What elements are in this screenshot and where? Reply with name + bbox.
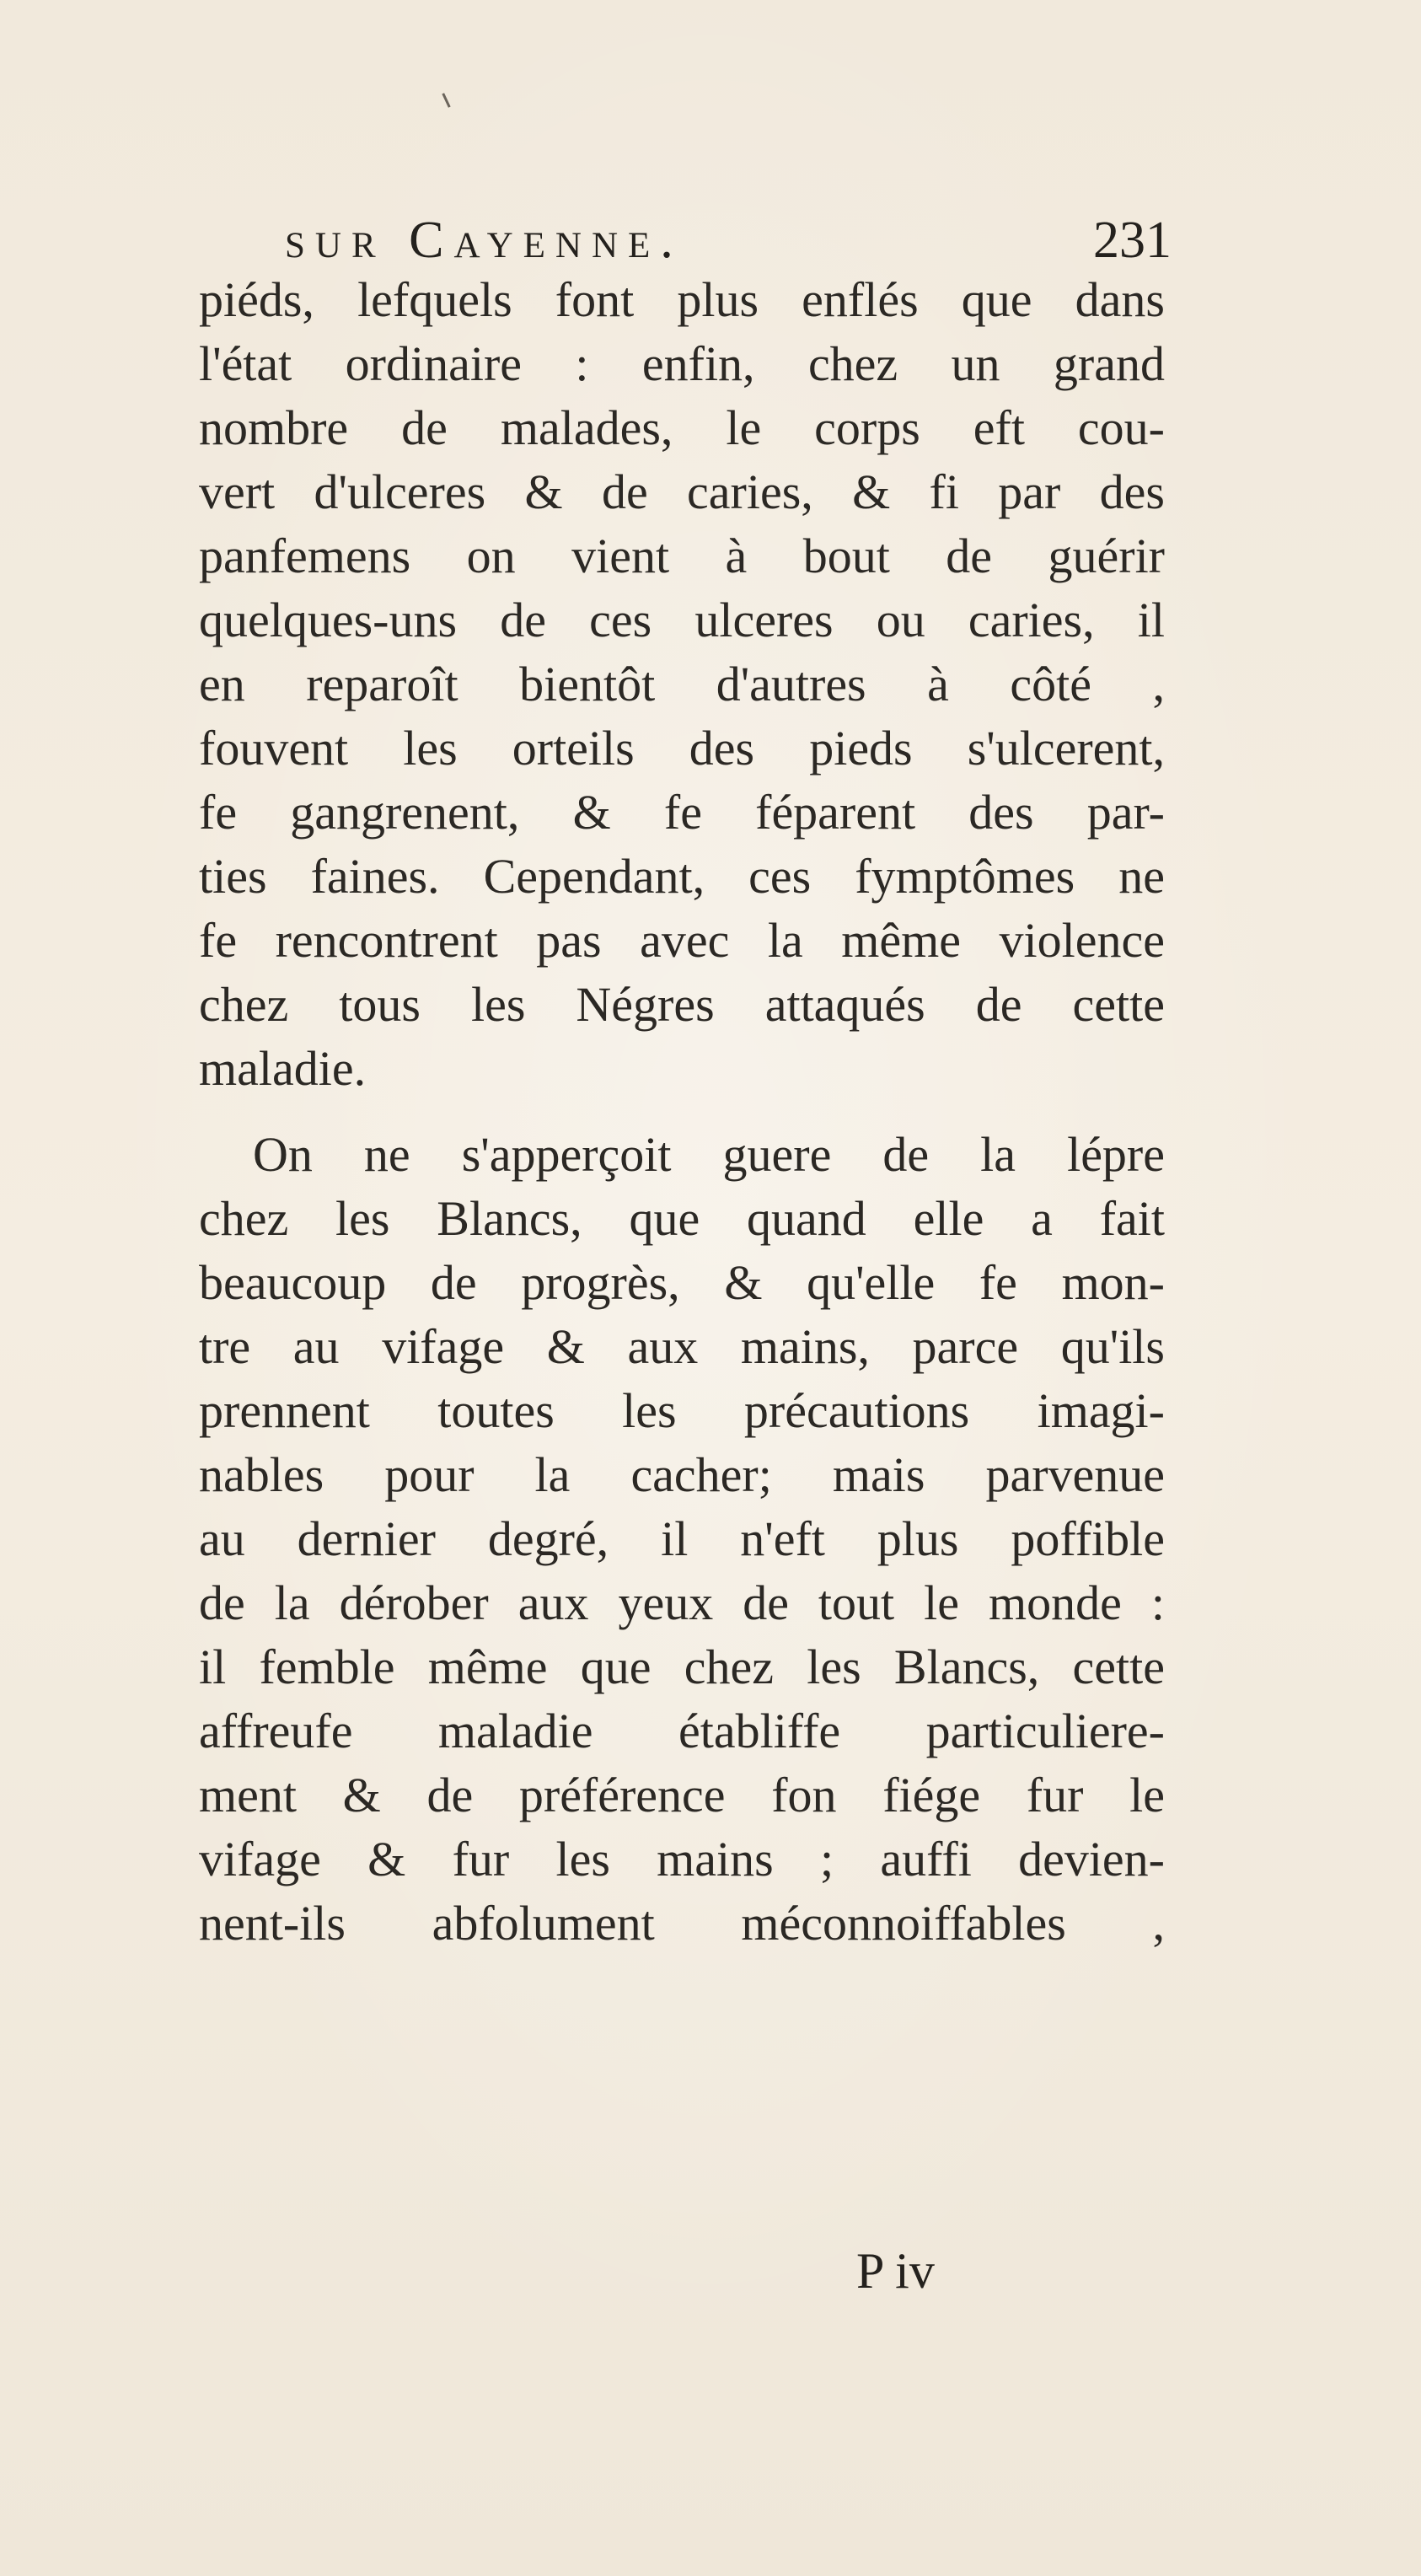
text-line: fe rencontrent pas avec la même violence bbox=[199, 913, 1165, 968]
text-line: maladie. bbox=[199, 1041, 367, 1096]
text-line: tre au vifage & aux mains, parce qu'ils bbox=[199, 1319, 1165, 1374]
text-line: prennent toutes les précautions imagi- bbox=[199, 1383, 1165, 1438]
text-line: ment & de préférence fon fiége fur le bbox=[199, 1768, 1165, 1822]
paragraph-2 bbox=[199, 1123, 1165, 1956]
text-line: On ne s'apperçoit guere de la lépre bbox=[253, 1127, 1165, 1182]
text-line: fe gangrenent, & fe féparent des par- bbox=[199, 785, 1165, 840]
text-line: chez les Blancs, que quand elle a fait bbox=[199, 1191, 1165, 1246]
text-line: ties faines. Cependant, ces fymptômes ne bbox=[199, 849, 1165, 904]
text-line: nent-ils abfolument méconnoiffables , bbox=[199, 1896, 1165, 1951]
text-line: vifage & fur les mains ; auffi devien- bbox=[199, 1832, 1165, 1886]
text-line: panfemens on vient à bout de guérir bbox=[199, 529, 1165, 583]
page-number: 231 bbox=[1093, 212, 1172, 269]
text-line: en reparoît bientôt d'autres à côté , bbox=[199, 657, 1165, 711]
running-title: sur Cayenne. bbox=[285, 212, 684, 269]
ink-mark bbox=[442, 93, 450, 108]
text-line: nombre de malades, le corps eft cou- bbox=[199, 400, 1165, 455]
text-line: piéds, lefquels font plus enflés que dans bbox=[199, 272, 1165, 327]
text-line: il femble même que chez les Blancs, cette bbox=[199, 1640, 1165, 1694]
text-line: beaucoup de progrès, & qu'elle fe mon- bbox=[199, 1255, 1165, 1310]
text-line: au dernier degré, il n'eft plus poffible bbox=[199, 1511, 1165, 1566]
paragraph-1 bbox=[199, 268, 1165, 1101]
text-line: quelques-uns de ces ulceres ou caries, il bbox=[199, 593, 1165, 647]
text-line: fouvent les orteils des pieds s'ulcerent, bbox=[199, 721, 1165, 775]
text-line: vert d'ulceres & de caries, & fi par des bbox=[199, 464, 1165, 519]
body-text bbox=[199, 268, 1165, 1956]
text-line: nables pour la cacher; mais parvenue bbox=[199, 1447, 1165, 1502]
catchword: P iv bbox=[856, 2243, 935, 2299]
text-line: affreufe maladie établiffe particuliere- bbox=[199, 1704, 1165, 1758]
text-line: l'état ordinaire : enfin, chez un grand bbox=[199, 336, 1165, 391]
text-line: de la dérober aux yeux de tout le monde : bbox=[199, 1575, 1165, 1630]
text-line: chez tous les Négres attaqués de cette bbox=[199, 977, 1165, 1032]
